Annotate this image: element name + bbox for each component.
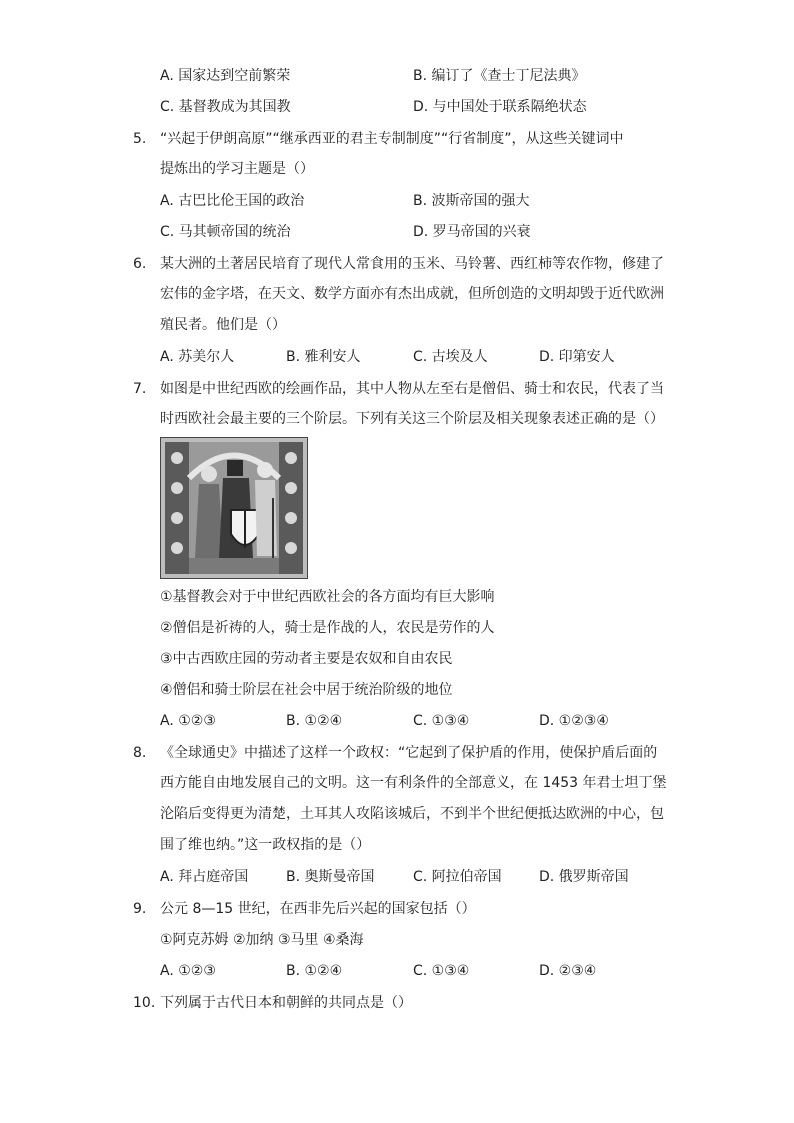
statement-line: ④僧侣和骑士阶层在社会中居于统治阶级的地位 <box>160 682 453 698</box>
question-stem-line: 提炼出的学习主题是（） <box>160 161 314 177</box>
medieval-painting-image <box>160 437 308 579</box>
option-b[interactable]: B. ①②④ <box>286 713 343 729</box>
option-d[interactable]: D. 罗马帝国的兴衰 <box>413 224 531 240</box>
option-c[interactable]: C. 古埃及人 <box>413 349 488 365</box>
question-number: 9. <box>133 901 147 917</box>
option-c[interactable]: C. 马其顿帝国的统治 <box>160 224 291 240</box>
statement-line: ③中古西欧庄园的劳动者主要是农奴和自由农民 <box>160 651 453 667</box>
question-stem-line: 如图是中世纪西欧的绘画作品，其中人物从左至右是僧侣、骑士和农民，代表了当 <box>160 381 664 397</box>
option-c[interactable]: C. ①③④ <box>413 713 470 729</box>
option-d[interactable]: D. 与中国处于联系隔绝状态 <box>413 99 587 115</box>
option-b[interactable]: B. ①②④ <box>286 963 343 979</box>
statement-line: ①阿克苏姆 ②加纳 ③马里 ④桑海 <box>160 932 364 948</box>
statement-line: ①基督教会对于中世纪西欧社会的各方面均有巨大影响 <box>160 589 495 605</box>
question-stem-line: 殖民者。他们是（） <box>160 317 286 333</box>
option-b[interactable]: B. 波斯帝国的强大 <box>413 193 530 209</box>
question-stem-line: 西方能自由地发展自己的文明。这一有利条件的全部意义，在 1453 年君士坦丁堡 <box>160 775 667 791</box>
question-stem-line: 《全球通史》中描述了这样一个政权：“它起到了保护盾的作用，使保护盾后面的 <box>160 745 658 761</box>
question-number: 10. <box>133 995 156 1011</box>
option-a[interactable]: A. 拜占庭帝国 <box>160 869 249 885</box>
option-d[interactable]: D. 印第安人 <box>539 349 615 365</box>
question-stem-line: 沦陷后变得更为清楚，土耳其人攻陷该城后，不到半个世纪便抵达欧洲的中心，包 <box>160 806 664 822</box>
option-d[interactable]: D. ②③④ <box>539 963 597 979</box>
question-stem-line: 围了维也纳。”这一政权指的是（） <box>160 837 371 853</box>
question-number: 6. <box>133 256 147 272</box>
question-number: 5. <box>133 131 147 147</box>
option-a[interactable]: A. 古巴比伦王国的政治 <box>160 193 305 209</box>
option-a[interactable]: A. ①②③ <box>160 713 216 729</box>
option-c[interactable]: C. 基督教成为其国教 <box>160 99 291 115</box>
option-b[interactable]: B. 编订了《查士丁尼法典》 <box>413 68 586 84</box>
question-stem-line: “兴起于伊朗高原”“继承西亚的君主专制制度”“行省制度”，从这些关键词中 <box>160 131 624 147</box>
question-number: 8. <box>133 745 147 761</box>
statement-line: ②僧侣是祈祷的人，骑士是作战的人，农民是劳作的人 <box>160 620 495 636</box>
question-stem-line: 公元 8—15 世纪，在西非先后兴起的国家包括（） <box>160 901 476 917</box>
option-a[interactable]: A. ①②③ <box>160 963 216 979</box>
option-b[interactable]: B. 雅利安人 <box>286 349 361 365</box>
question-stem-line: 时西欧社会最主要的三个阶层。下列有关这三个阶层及相关现象表述正确的是（） <box>160 411 664 427</box>
option-d[interactable]: D. 俄罗斯帝国 <box>539 869 629 885</box>
option-d[interactable]: D. ①②③④ <box>539 713 609 729</box>
question-number: 7. <box>133 381 147 397</box>
option-a[interactable]: A. 国家达到空前繁荣 <box>160 68 291 84</box>
question-stem-line: 某大洲的土著居民培育了现代人常食用的玉米、马铃薯、西红柿等农作物，修建了 <box>160 256 664 272</box>
question-stem-line: 下列属于古代日本和朝鲜的共同点是（） <box>160 995 412 1011</box>
option-c[interactable]: C. 阿拉伯帝国 <box>413 869 502 885</box>
option-a[interactable]: A. 苏美尔人 <box>160 349 235 365</box>
option-c[interactable]: C. ①③④ <box>413 963 470 979</box>
option-b[interactable]: B. 奥斯曼帝国 <box>286 869 375 885</box>
question-stem-line: 宏伟的金字塔，在天文、数学方面亦有杰出成就，但所创造的文明却毁于近代欧洲 <box>160 286 664 302</box>
